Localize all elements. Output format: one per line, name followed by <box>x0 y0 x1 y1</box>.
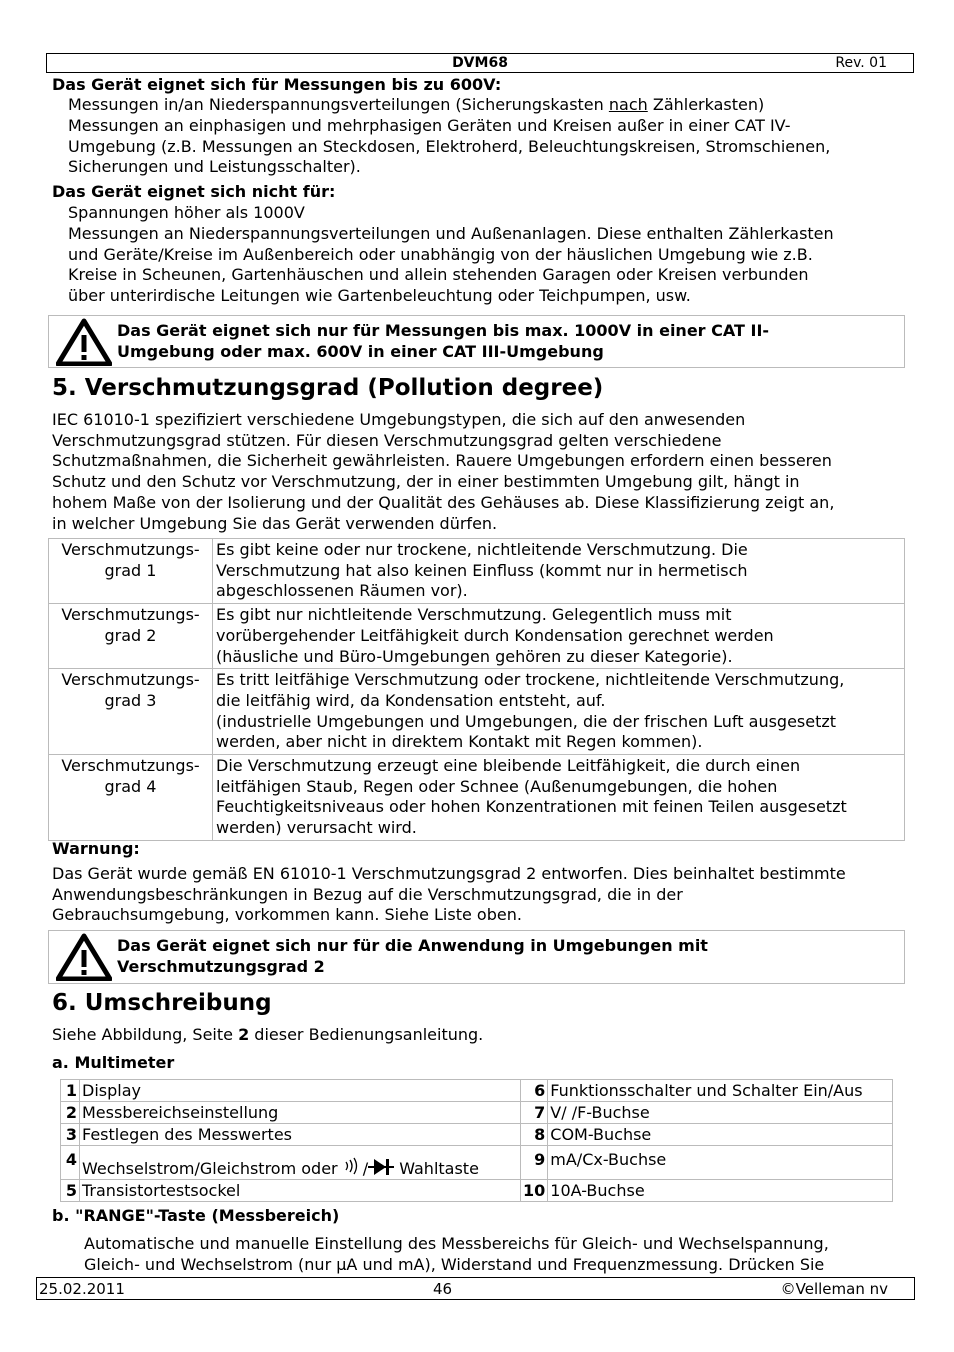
separator: / <box>362 1159 369 1178</box>
part-name: V/ /F-Buchse <box>548 1102 893 1124</box>
part-number: 2 <box>61 1102 80 1124</box>
warning-line: Verschmutzungsgrad 2 <box>117 957 325 976</box>
degree-description: Es gibt keine oder nur trockene, nichtleitende Verschmutzung. Die Verschmutzung hat also keinen Einfluss (kommt nur in hermetisch abgeschlossenen Räumen vor). <box>213 539 905 604</box>
warning-triangle-icon <box>56 933 112 985</box>
range-key-line: Gleich- und Wechselstrom (nur µA und mA), Widerstand und Frequenzmessung. Drücken Sie <box>84 1254 825 1274</box>
pollution-degree-table <box>48 538 905 841</box>
part-name: 10A-Buchse <box>548 1180 893 1202</box>
table-row <box>49 669 905 755</box>
footer-page-number: 46 <box>433 1280 453 1298</box>
warning-paragraph-line: Gebrauchsumgebung, vorkommen kann. Siehe Liste oben. <box>52 905 522 925</box>
intro-page-number: 2 <box>238 1025 250 1044</box>
part-name-text: Wechselstrom/Gleichstrom oder <box>82 1159 343 1178</box>
intro-tail: dieser Bedienungsanleitung. <box>249 1025 484 1044</box>
table-row <box>49 755 905 841</box>
part-number: 3 <box>61 1124 80 1146</box>
degree-label: Verschmutzungs- grad 3 <box>49 669 213 755</box>
table-row <box>61 1180 893 1202</box>
warning-triangle-icon <box>56 318 112 370</box>
warning-paragraph <box>52 864 846 926</box>
warning-line: Das Gerät eignet sich nur für Messungen bis max. 1000V in einer CAT II- <box>117 321 770 340</box>
part-name: Festlegen des Messwertes <box>80 1124 521 1146</box>
notsuitable-item-1: Spannungen höher als 1000V <box>68 203 305 222</box>
page-header <box>46 53 914 73</box>
suitable-item-2 <box>68 116 830 178</box>
subsection-multimeter: a. Multimeter <box>52 1053 175 1072</box>
section-5-title: 5. Verschmutzungsgrad (Pollution degree) <box>52 375 604 401</box>
intro-text: Siehe Abbildung, Seite <box>52 1025 239 1044</box>
range-key-description <box>84 1234 829 1275</box>
table-row <box>61 1146 893 1180</box>
warning-box-voltage <box>48 315 905 368</box>
table-row <box>49 604 905 669</box>
part-name: Transistortestsockel <box>80 1180 521 1202</box>
part-number: 4 <box>61 1146 80 1180</box>
part-number: 6 <box>521 1080 548 1102</box>
part-name <box>80 1146 521 1180</box>
warning-box-pollution <box>48 930 905 984</box>
revision-label: Rev. 01 <box>835 55 887 71</box>
notsuitable-item-2-line: und Geräte/Kreise im Außenbereich oder unabhängig von der häuslichen Umgebung wie z.B. <box>68 244 813 264</box>
suitable-item-1-tail: Zählerkasten) <box>647 95 765 114</box>
buzzer-icon <box>343 1159 363 1178</box>
notsuitable-item-2 <box>68 224 834 307</box>
intro-line: IEC 61010-1 spezifiziert verschiedene Umgebungstypen, die sich auf den anwesenden <box>52 410 746 429</box>
part-name: Messbereichseinstellung <box>80 1102 521 1124</box>
suitable-item-2-line: Sicherungen und Leistungsschalter). <box>68 157 361 177</box>
part-number: 5 <box>61 1180 80 1202</box>
warning-line: Das Gerät eignet sich nur für die Anwendung in Umgebungen mit <box>117 936 708 955</box>
part-number: 8 <box>521 1124 548 1146</box>
part-number: 1 <box>61 1080 80 1102</box>
part-name: Funktionsschalter und Schalter Ein/Aus <box>548 1080 893 1102</box>
table-row <box>61 1102 893 1124</box>
diode-icon <box>368 1159 394 1178</box>
warning-heading: Warnung: <box>52 839 140 858</box>
intro-line: in welcher Umgebung Sie das Gerät verwenden dürfen. <box>52 513 498 533</box>
part-number: 7 <box>521 1102 548 1124</box>
multimeter-parts-table <box>60 1079 893 1202</box>
part-number: 9 <box>521 1146 548 1180</box>
intro-line: Verschmutzungsgrad stützen. Für diesen Verschmutzungsgrad gelten verschiedene <box>52 430 722 450</box>
notsuitable-heading: Das Gerät eignet sich nicht für: <box>52 182 336 201</box>
suitable-item-2-line: Umgebung (z.B. Messungen an Steckdosen, Elektroherd, Beleuchtungskreisen, Stromschienen, <box>68 136 831 156</box>
part-number: 10 <box>521 1180 548 1202</box>
notsuitable-item-2-line: über unterirdische Leitungen wie Gartenbeleuchtung oder Teichpumpen, usw. <box>68 286 691 306</box>
degree-label: Verschmutzungs- grad 1 <box>49 539 213 604</box>
suitable-item-1-underlined: nach <box>608 95 648 114</box>
subsection-range-key: b. "RANGE"-Taste (Messbereich) <box>52 1206 340 1225</box>
range-key-line: Automatische und manuelle Einstellung des Messbereichs für Gleich- und Wechselspannung, <box>84 1234 829 1253</box>
suitable-heading: Das Gerät eignet sich für Messungen bis zu 600V: <box>52 75 502 94</box>
degree-label: Verschmutzungs- grad 4 <box>49 755 213 841</box>
part-name: COM-Buchse <box>548 1124 893 1146</box>
section-6-intro <box>52 1025 483 1044</box>
part-name-tail: Wahltaste <box>394 1159 479 1178</box>
document-title: DVM68 <box>452 55 508 71</box>
notsuitable-item-2-line: Kreise in Scheunen, Gartenhäuschen und allein stehenden Garagen oder Kreisen verbunden <box>68 265 809 285</box>
section-6-title: 6. Umschreibung <box>52 990 272 1016</box>
degree-description: Es gibt nur nichtleitende Verschmutzung. Gelegentlich muss mit vorübergehender Leitfähigkeit durch Kondensation gerechnet werden (häusliche und Büro-Umgebungen gehören zu dieser Kategorie). <box>213 604 905 669</box>
page-footer <box>36 1277 915 1300</box>
part-name: Display <box>80 1080 521 1102</box>
footer-copyright: ©Velleman nv <box>780 1280 888 1298</box>
warning-line: Umgebung oder max. 600V in einer CAT III-Umgebung <box>117 342 604 361</box>
footer-date: 25.02.2011 <box>39 1280 125 1298</box>
degree-description: Die Verschmutzung erzeugt eine bleibende Leitfähigkeit, die durch einen leitfähigen Staub, Regen oder Schnee (Außenumgebungen, die hohen Feuchtigkeitsniveaus oder hohen Konzentrationen mit feinen Teilen ausgesetzt werden) verursacht wird. <box>213 755 905 841</box>
degree-description: Es tritt leitfähige Verschmutzung oder trockene, nichtleitende Verschmutzung, die leitfähig wird, da Kondensation entsteht, auf. (industrielle Umgebungen und Umgebungen, die der frischen Luft ausgesetzt werden, aber nicht in direktem Kontakt mit Regen kommen). <box>213 669 905 755</box>
table-row <box>61 1124 893 1146</box>
table-row <box>49 539 905 604</box>
suitable-item-1 <box>68 95 764 116</box>
section-5-intro <box>52 410 834 534</box>
warning-text <box>117 935 708 977</box>
suitable-item-2-line: Messungen an einphasigen und mehrphasigen Geräten und Kreisen außer in einer CAT IV- <box>68 116 791 135</box>
degree-label: Verschmutzungs- grad 2 <box>49 604 213 669</box>
intro-line: Schutz und den Schutz vor Verschmutzung, der in einer bestimmten Umgebung gilt, hängt in <box>52 472 800 492</box>
suitable-item-1-text: Messungen in/an Niederspannungsverteilungen (Sicherungskasten <box>68 95 609 114</box>
warning-paragraph-line: Anwendungsbeschränkungen in Bezug auf die Verschmutzungsgrad, die in der <box>52 884 683 904</box>
part-name: mA/Cx-Buchse <box>548 1146 893 1180</box>
intro-line: hohem Maße von der Isolierung und der Qualität des Gehäuses ab. Diese Klassifizierung zeigt an, <box>52 492 835 512</box>
table-row <box>61 1080 893 1102</box>
intro-line: Schutzmaßnahmen, die Sicherheit gewährleisten. Rauere Umgebungen erfordern einen besseren <box>52 451 832 471</box>
warning-text <box>117 320 769 362</box>
notsuitable-item-2-line: Messungen an Niederspannungsverteilungen und Außenanlagen. Diese enthalten Zählerkasten <box>68 224 834 243</box>
warning-paragraph-line: Das Gerät wurde gemäß EN 61010-1 Verschmutzungsgrad 2 entworfen. Dies beinhaltet bestimmte <box>52 864 846 883</box>
